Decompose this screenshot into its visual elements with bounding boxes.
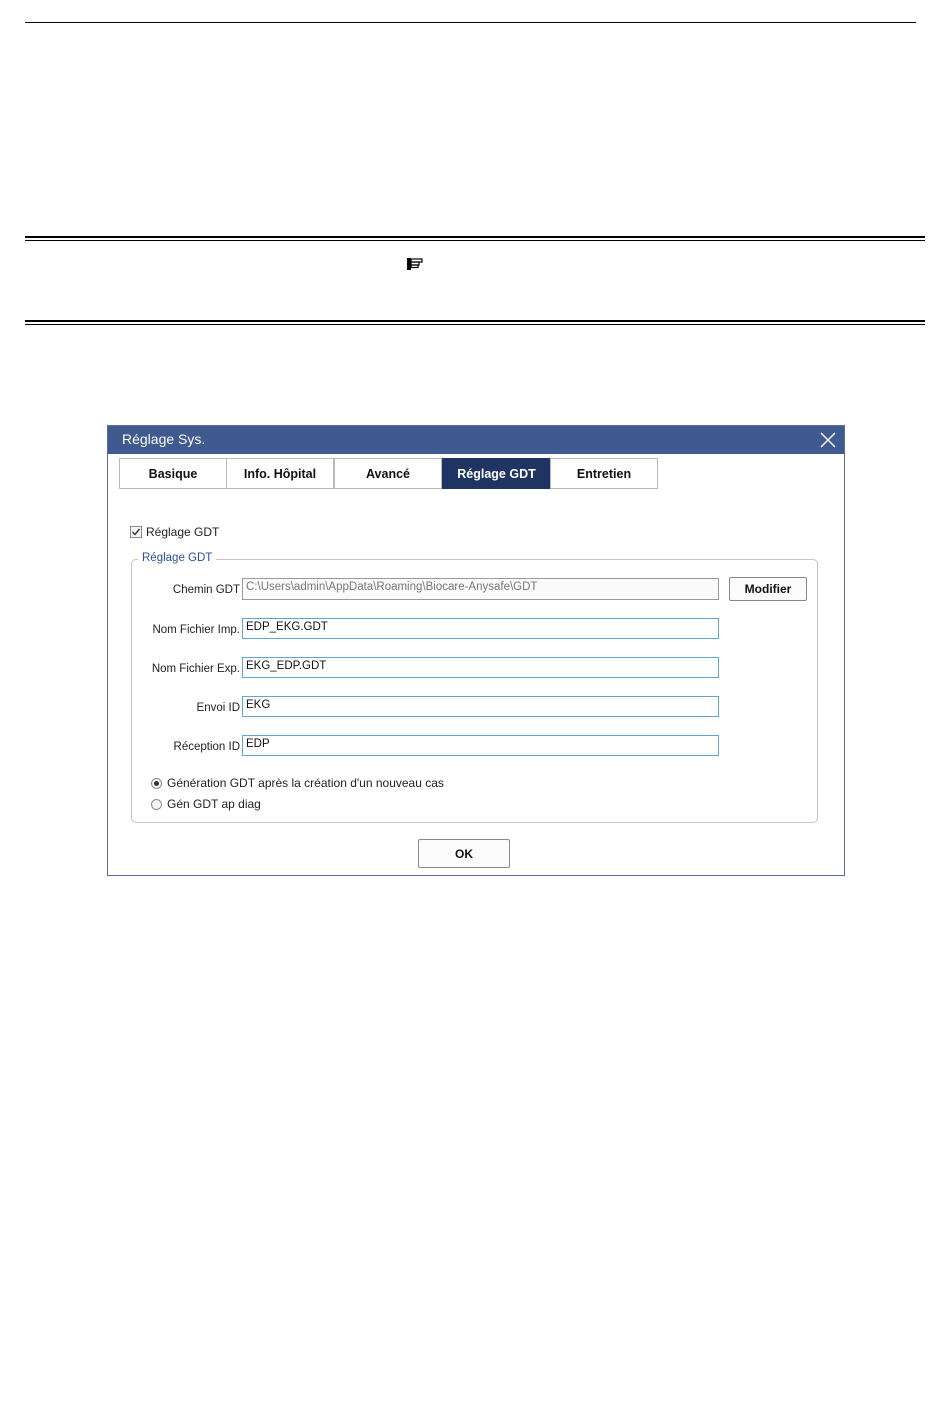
import-name-label: Nom Fichier Imp.: [152, 624, 240, 636]
note-rule-top: [25, 236, 925, 241]
tab-reglage-gdt[interactable]: Réglage GDT: [442, 458, 551, 489]
export-name-field[interactable]: EKG_EDP.GDT: [242, 657, 719, 678]
checkmark-icon: [131, 527, 141, 537]
ok-button[interactable]: OK: [418, 839, 510, 868]
dialog-titlebar: [108, 426, 844, 454]
path-field[interactable]: C:\Users\admin\AppData\Roaming\Biocare-Anysafe\GDT: [242, 578, 719, 600]
tab-basique[interactable]: Basique: [119, 458, 227, 489]
send-id-label: Envoi ID: [196, 702, 240, 714]
path-label: Chemin GDT: [172, 584, 240, 596]
system-settings-dialog: [107, 425, 845, 876]
export-name-label: Nom Fichier Exp.: [151, 663, 240, 675]
group-title: Réglage GDT: [138, 552, 216, 564]
pointing-hand-note-icon: [406, 256, 424, 270]
send-id-field[interactable]: EKG: [242, 696, 719, 717]
close-icon[interactable]: [818, 430, 838, 450]
radio-row-new-case[interactable]: [151, 776, 444, 790]
note-rule-bottom: [25, 320, 925, 325]
dialog-title: Réglage Sys.: [122, 431, 206, 447]
receive-id-label: Réception ID: [173, 741, 240, 753]
tab-avance[interactable]: Avancé: [334, 458, 442, 489]
gdt-enable-checkbox[interactable]: [130, 526, 142, 538]
radio-row-after-diag[interactable]: [151, 797, 261, 811]
gdt-enable-row: [130, 525, 219, 539]
radio-new-case[interactable]: [151, 778, 162, 789]
radio-new-case-label: Génération GDT après la création d'un nouveau cas: [167, 776, 444, 790]
tab-entretien[interactable]: Entretien: [550, 458, 658, 489]
radio-after-diag[interactable]: [151, 799, 162, 810]
header-rule: [25, 22, 916, 23]
radio-after-diag-label: Gén GDT ap diag: [167, 797, 261, 811]
modify-button[interactable]: Modifier: [729, 577, 807, 601]
receive-id-field[interactable]: EDP: [242, 735, 719, 756]
tab-info-hopital[interactable]: Info. Hôpital: [226, 458, 334, 489]
gdt-enable-label: Réglage GDT: [146, 525, 220, 539]
import-name-field[interactable]: EDP_EKG.GDT: [242, 618, 719, 639]
